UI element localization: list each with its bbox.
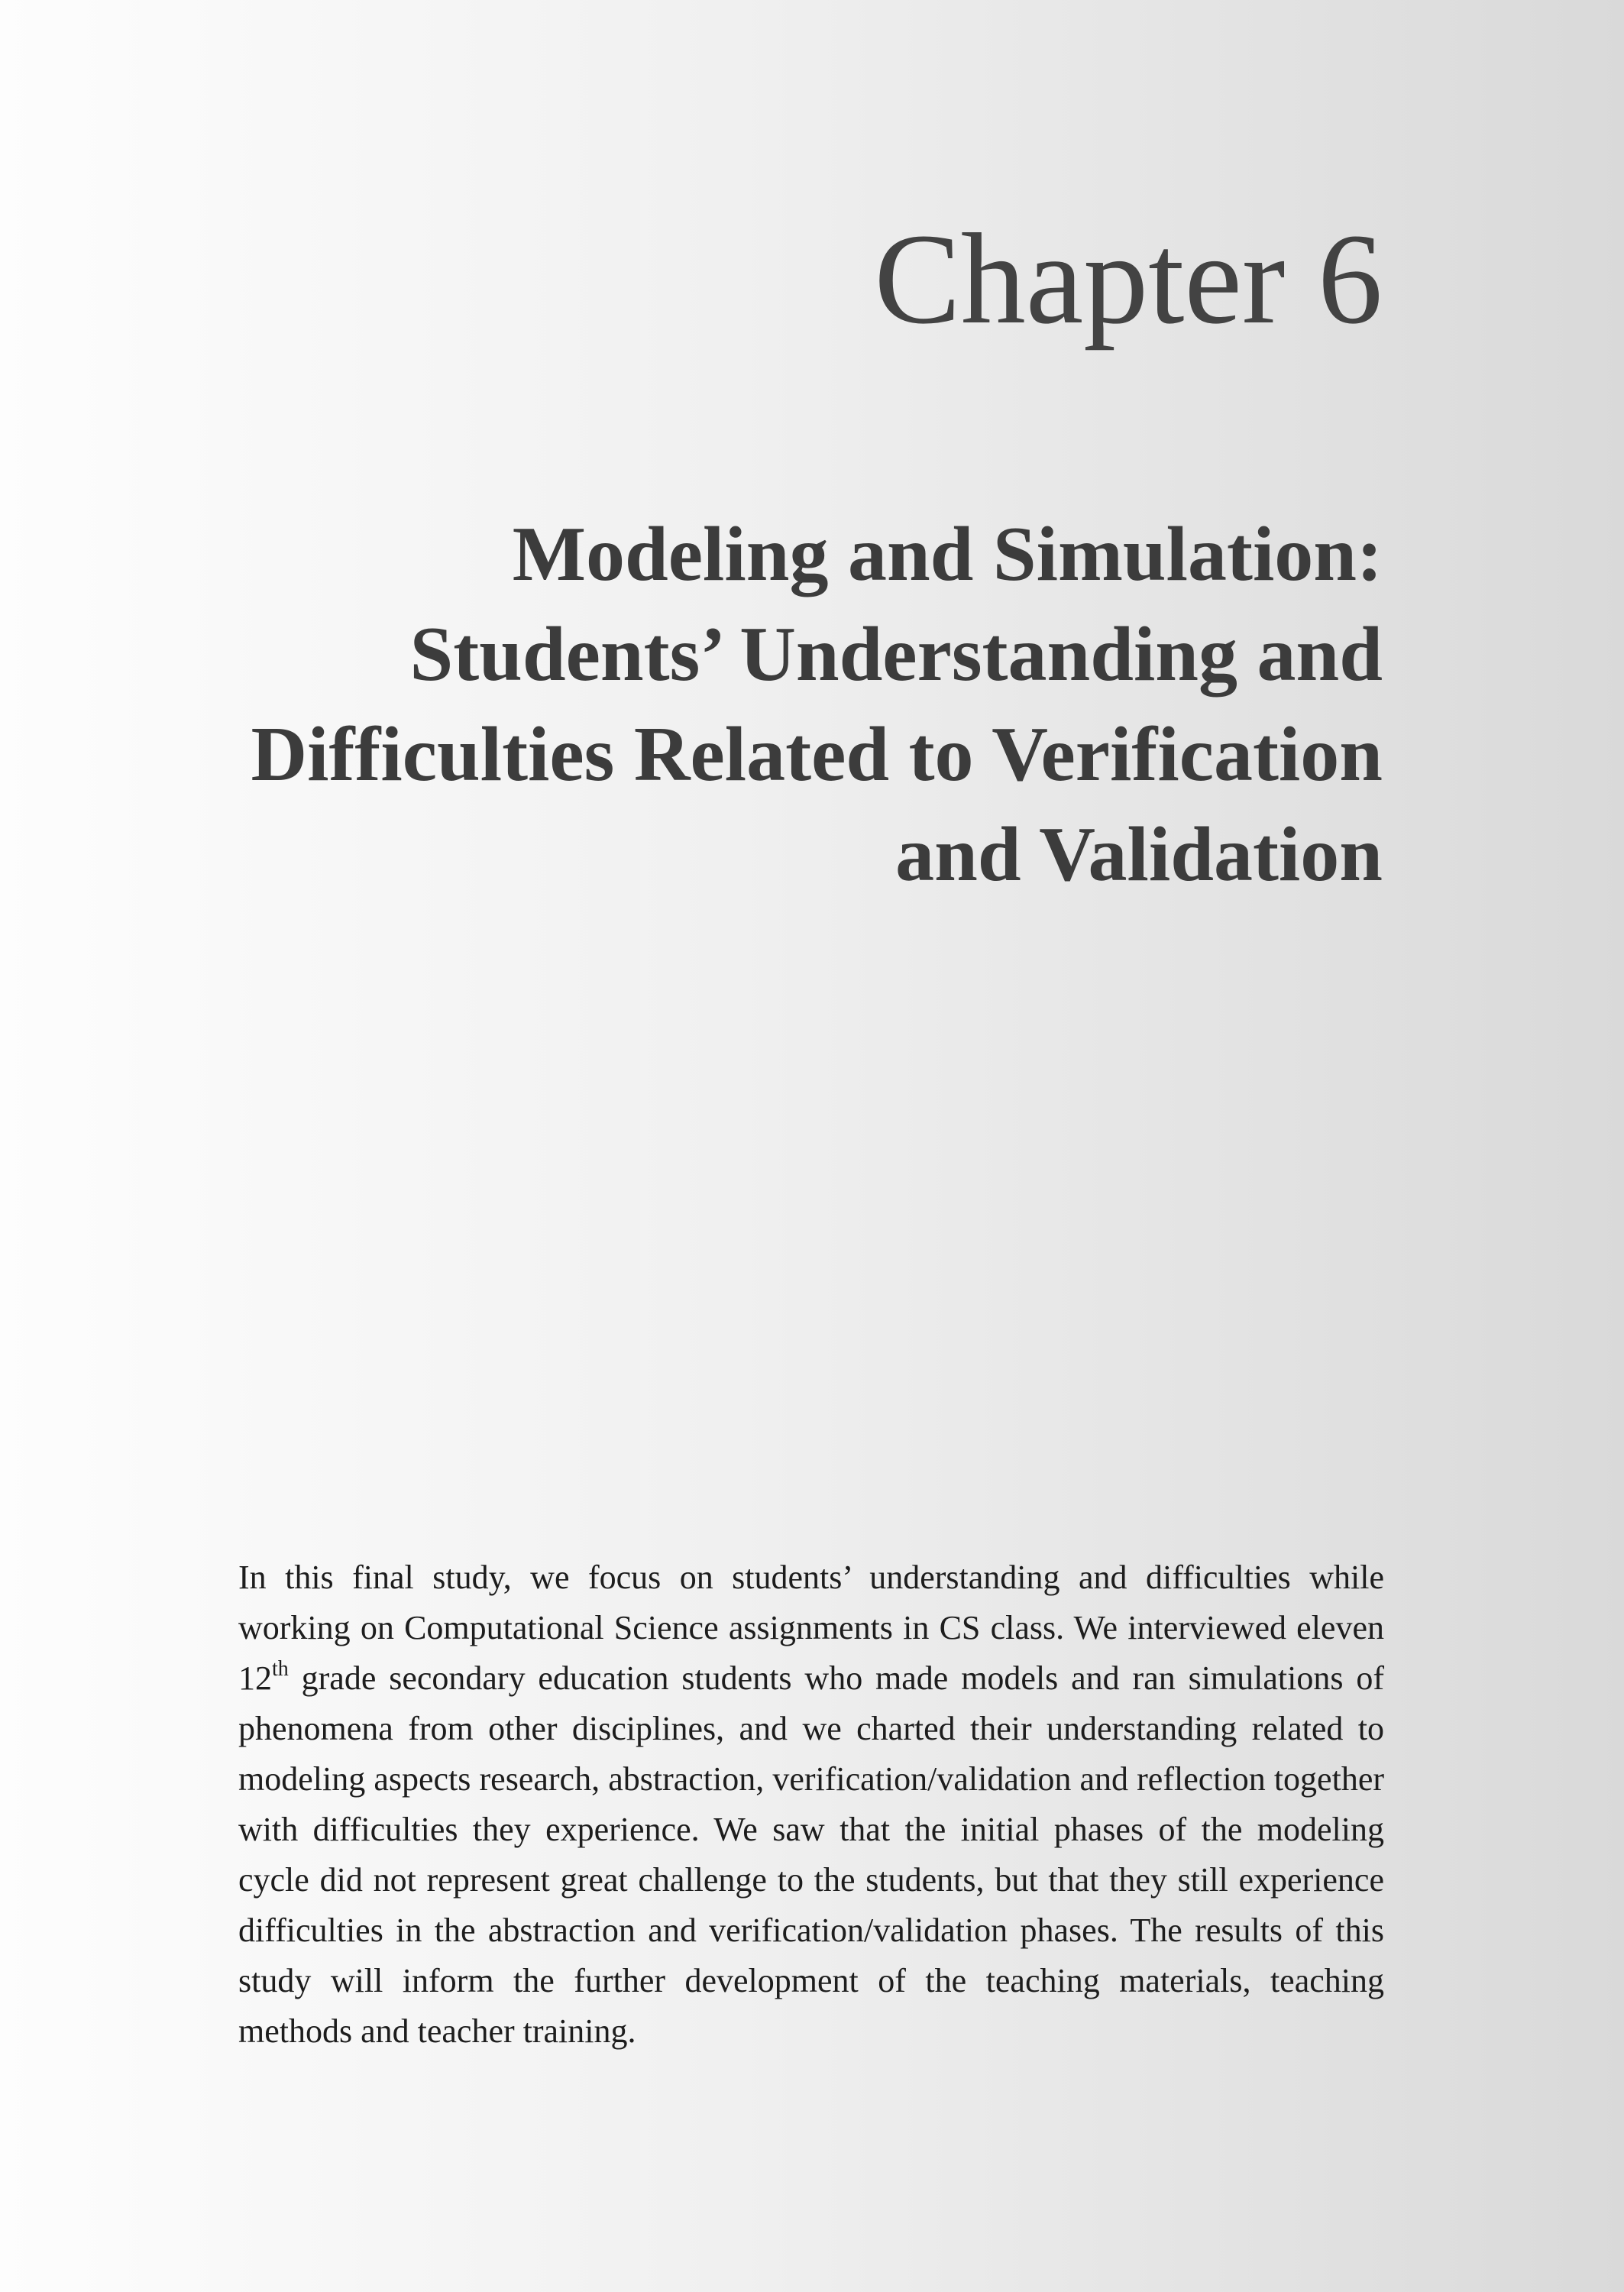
chapter-title-line: and Validation <box>895 811 1383 898</box>
chapter-title <box>84 504 1383 905</box>
chapter-number: Chapter 6 <box>874 207 1383 351</box>
chapter-title-line: Students’ Understanding and <box>409 611 1383 698</box>
chapter-abstract <box>238 1552 1384 2057</box>
chapter-title-line: Difficulties Related to Verification <box>251 711 1383 798</box>
chapter-title-line: Modeling and Simulation: <box>512 511 1383 597</box>
ordinal-superscript: th <box>272 1657 289 1681</box>
abstract-text-part-2: grade secondary education students who made models and ran simulations of phenomena from other disciplines, and we charted their understanding related to modeling aspects research, abstraction, verification/validation and reflection together with difficulties they experience. We saw that the initial phases of the modeling cycle did not represent great challenge to the students, but that they still experience difficulties in the abstraction and verification/validation phases. The results of this study will inform the further development of the teaching materials, teaching methods and teacher training. <box>238 1659 1384 2050</box>
abstract-text-part-1: In this final study, we focus on students’ understanding and difficulties while working on Computational Science assignments in CS class. We interviewed eleven 12 <box>238 1559 1384 1697</box>
